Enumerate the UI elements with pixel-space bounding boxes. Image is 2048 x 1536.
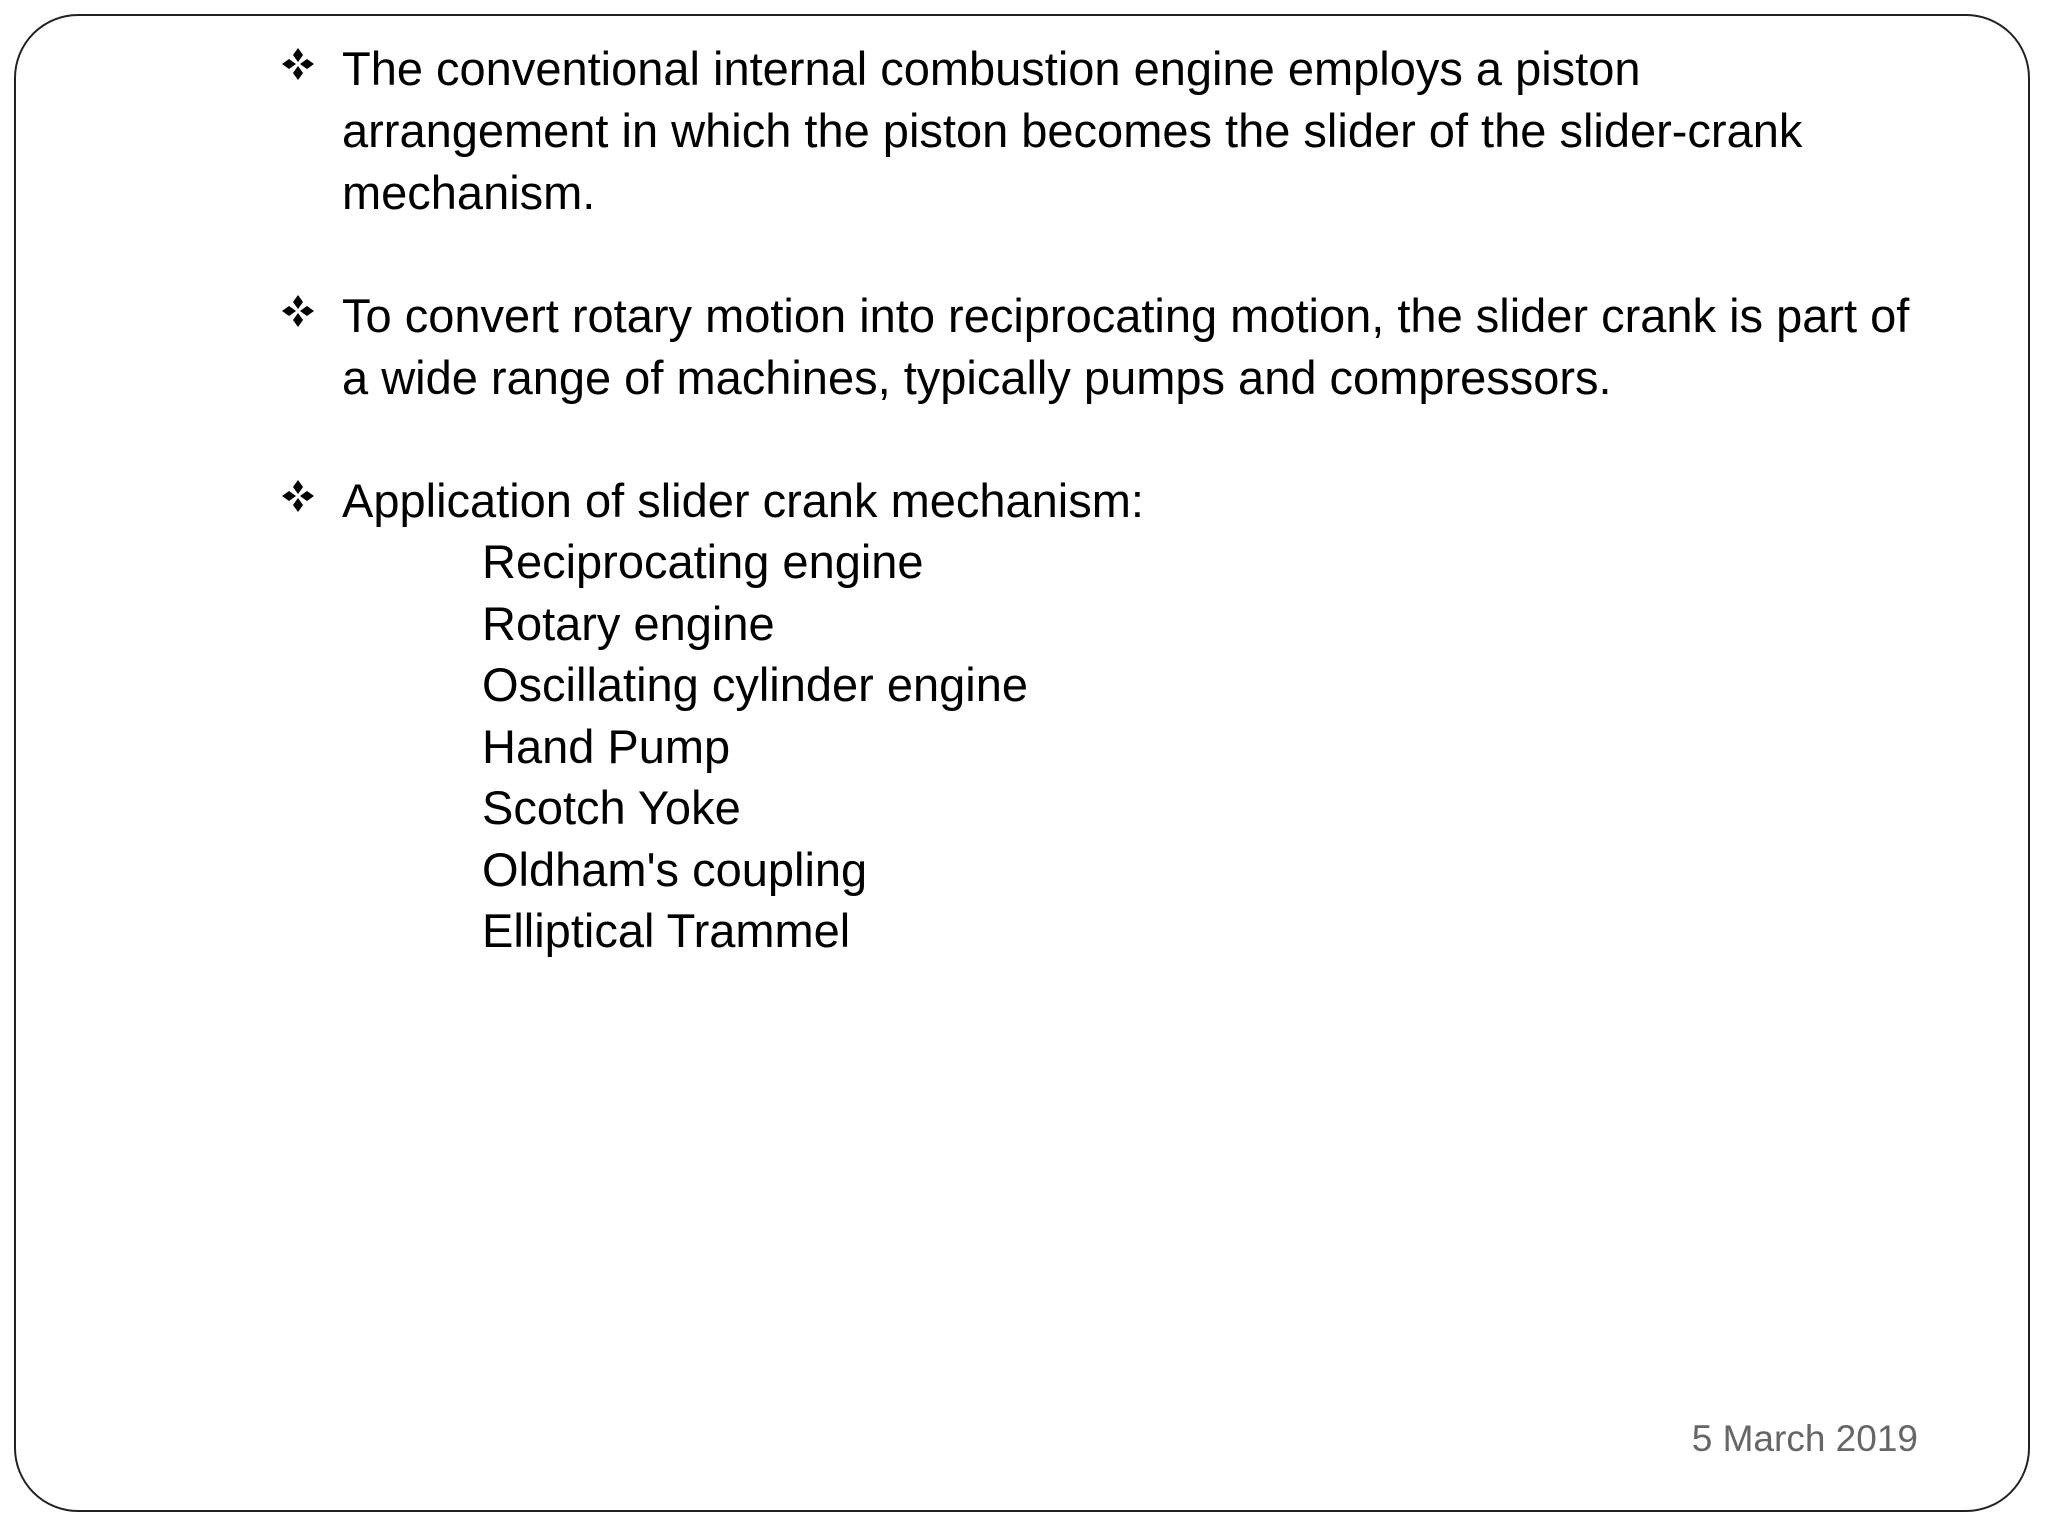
- bullet-piston-arrangement: [280, 38, 1920, 224]
- list-item: Reciprocating engine: [482, 535, 924, 588]
- list-item: Scotch Yoke: [482, 781, 741, 834]
- applications-list: [482, 531, 1028, 962]
- diamond-bullet-icon: [280, 478, 316, 514]
- bullet-text: Application of slider crank mechanism:: [342, 474, 1144, 527]
- bullet-text: To convert rotary motion into reciprocating motion, the slider crank is part of a wide range of machines, typically pumps and compressors.: [342, 289, 1910, 404]
- diamond-bullet-icon: [280, 46, 316, 82]
- list-item: Oldham's coupling: [482, 842, 868, 896]
- bullet-rotary-to-reciprocating: [280, 285, 1920, 409]
- list-item: Oscillating cylinder engine: [482, 658, 1029, 711]
- list-item: Rotary engine: [482, 596, 775, 650]
- bullet-applications-heading: [280, 470, 1920, 532]
- bullet-text: The conventional internal combustion engine employs a piston arrangement in which the piston becomes the slider of the slider-crank mechanism.: [342, 42, 1803, 219]
- list-item: Elliptical Trammel: [482, 904, 851, 957]
- footer-date: 5 March 2019: [1691, 1418, 1918, 1459]
- list-item: Hand Pump: [482, 719, 731, 773]
- diamond-bullet-icon: [280, 293, 316, 329]
